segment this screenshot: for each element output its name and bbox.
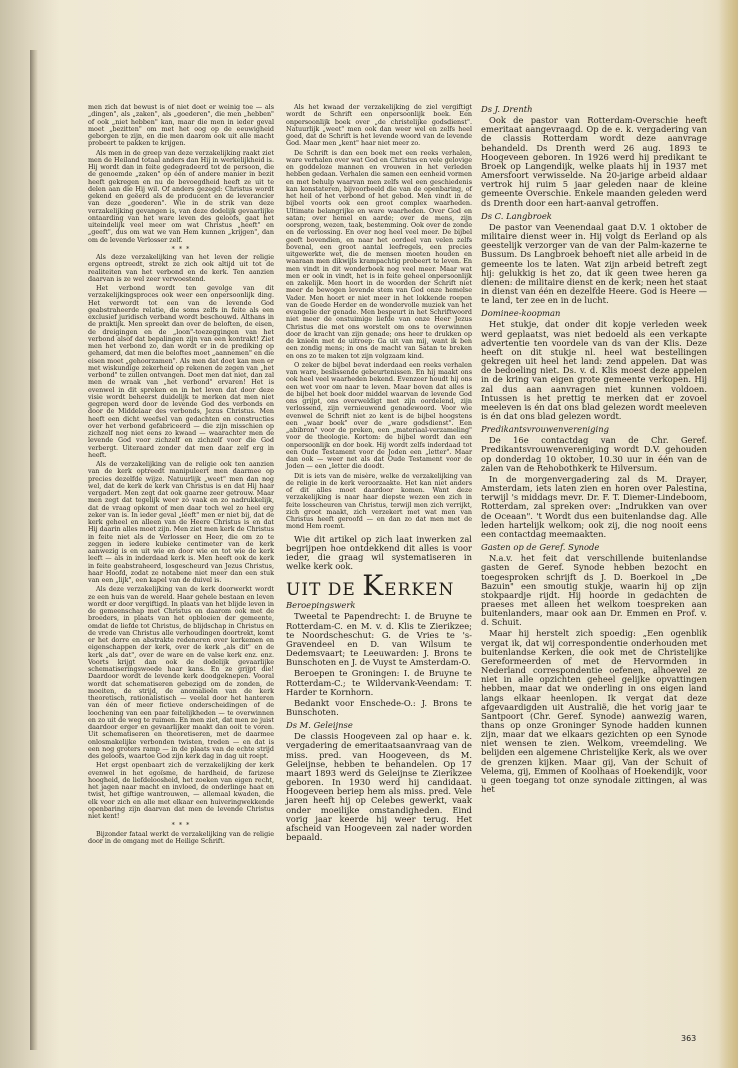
column-middle [286,104,472,844]
subheading: Dominee-koopman [481,308,561,319]
paragraph: De classis Hoogeveen zal op haar e. k. vergadering de emeritaatsaanvraag van de miss. pred. van Hoogeveen, ds M. Geleijnse, hebben te behandelen. Op 17 maart 1893 werd ds Geleijnse te Zierikzee geboren. In 1930 werd hij candidaat. Hoogeveen beriep hem als miss. pred. Vele jaren heeft hij op Celebes gewerkt, vaak onder moeilijke omstandigheden. Eind vorig jaar keerde hij weer terug. Het afscheid van Hoogeveen zal nader worden bepaald. [286,731,472,843]
section-heading-prefix: UIT DE [286,580,356,601]
section-heading [286,569,472,603]
paragraph: Beroepen te Groningen: I. de Bruyne te Rotterdam-C.; te Wildervank-Veendam: T. Harder te Kornhorn. [286,668,472,697]
paragraph: Bijzonder fataal werkt de verzakelijking van de religie door in de omgang met de Heilige Schrift. [88,829,274,845]
page-number: 363 [681,1034,697,1043]
column-middle-lower [286,535,472,843]
page-fold-shadow [30,50,38,1050]
column-right [481,101,707,796]
subheading: Ds C. Langbroek [481,210,552,221]
paragraph: Als de verzakelijking van de religie ook ten aanzien van de kerk optreedt manipuleert men daarmee op precies dezelfde wijze. Natuurlijk „weet" men dan nog wel, dat de kerk de kerk van Christus is en dat Hij haar vergadert. Men zegt dat ook gaarne zeer getrouw. Maar men zegt dat tegelijk weer zó vaak en zo nadrukkelijk, dat de vraag opkomt of men daar toch wel zo heel erg zeker van is. In ieder geval „léeft" men er niet bij, dat de kerk geheel en alleen van de Heere Christus is en dat Hij daarin alles moet zijn. Men ziet men kerk de Christus in feite niet als de Verlosser en Heer, die om zo te zeggen in iedere kubieke centimeter van de kerk aanwezig is en uit wie en door wie en tot wie de kerk leeft — als in inderdaad kerk is. Men heeft ook de kerk in feite geabstraheerd, losgescheurd van Jezus Christus, haar Hoofd, zodat ze notabene niet meer dan een stuk van een „lijk", een kapel van de duivel is. [88,460,274,584]
paragraph: Maar hij herstelt zich spoedig: „Een ogenblik vergat ik, dat wij correspondentie onderhouden met buitenlandse Kerken, die ook met de Christelijke Gereformeerden of met de Hervormden in Nederland correspondentie oefenen, alhoewel ze niet in alle opzichten geheel gelijke opvattingen hebben, maar dat we onderling in ons eigen land langs elkaar heenlopen. Ik vergat dat deze afgevaardigden uit Australië, die het vorig jaar te Santpoort (Chr. Geref. Synode) aanwezig waren, thans op onze Groninger Synode hadden kunnen zijn, maar dat we elkaars gezichten op een Synode niet wensen te zien. Welkom, vreemdeling. We belijden een algemene Christelijke Kerk, als we over de grenzen kijken. Maar gij, Van der Schuit of Velema, gij, Emmen of Koolhaas of Hoekendijk, voor u geen toegang tot onze synodale zittingen, al was het [481,628,707,795]
paragraph: Als het kwaad der verzakelijking de ziel vergiftigt wordt de Schrift een onpersoonlijk boek. Een onpersoonlijk boek over „de christelijke godsdienst". Natuurlijk „weet" men ook dan weer wel en zelfs heel goed, dat de Schrift is het levende woord van de levende God. Maar men „kent" haar niet meer zo. [286,103,472,148]
paragraph: Het ergst openbaart zich de verzakelijking der kerk evenwel in het egoïsme, de hardheid, de farizese hoogheid, de liefdeloosheid, het zoeken van eigen recht, het jagen naar macht en invloed, de onderlinge haat en twist, het giftige wantrouwen, — allemaal kwaden, die elk voor zich en alle met elkaar een huiveringwekkende openbaring zijn daarvan dat men de levende Christus niet kent! [88,761,274,820]
paragraph: De Schrift is dan een boek met een reeks verhalen, ware verhalen over wat God en Christus en vele gelovige en goddeloze mannen en vrouwen in het verleden hebben gedaan. Verhalen die samen een eenheid vormen en met behulp waarvan men zelfs wel een geschiedenis kan konstateren, bijvoorbeeld die van de openbaring, of het heil of het verbond of het gebod. Men vindt in de bijbel voorts ook een groot complex waarheden. Ultimate belangrijke en ware waarheden. Over God en satan; over hemel en aarde; over de mens, zijn oorsprong, wezen, taak, bestemming. Ook over de zonde en de verlossing. En over nog heel veel meer. De bijbel geeft bovendien, en naar het oordeel van velen zelfs bovenal, een groot aantal leefregels, een precies uitgewerkte wet, die de mensen moeten houden en waaraan men dikwijls krampachtig probeert te leven. En men vindt in dit wonderboek nog veel meer. Maar wat men er ook in vindt, het is in feite geheel onpersoonlijk en zakelijk. Men hoort in de woorden der Schrift niet meer de bewogen levende stem van God onze hemelse Vader. Men hoort er niet meer in het lokkende roepen van de Goede Herder en de wondervolle muziek van het evangelie der genade. Men bespeurt in het Schriftwoord niet meer de onstuimige liefde van onze Heer Jezus Christus die met ons worstelt om ons te overwinnen door de kracht van zijn genade; ons heer te drukken op de knieën met de uitroep: Ga uit van mij, want ik ben een zondig mens; in ons de macht van Satan te breken en ons zo te maken tot zijn volgzaam kind. [286,148,472,360]
paragraph: Ook de pastor van Rotterdam-Overschie heeft emeritaat aangevraagd. Op de e. k. vergadering van de classis Rotterdam wordt deze aanvrage behandeld. Ds Drenth werd 26 aug. 1893 te Hoogeveen geboren. In 1926 werd hij predikant te Broek op Langendijk, welke plaats hij in 1937 met Amersfoort verwisselde. Na 20-jarige arbeid aldaar vertrok hij ruim 5 jaar geleden naar de kleine gemeente Overschie. Enkele maanden geleden werd ds Drenth door een hart-aanval getroffen. [481,115,707,208]
paragraph: De 16e contactdag van de Chr. Geref. Predikantsvrouwenvereniging wordt D.V. gehouden op donderdag 10 oktober, 10.30 uur in één van de zalen van de Rehobothkerk te Hilversum. [481,435,707,473]
subheading: Predikantsvrouwenvereniging [481,424,609,435]
paragraph: Dit is iets van de misère, welke de verzakelijking van de religie in de kerk veroorzaakte. Het kan niet anders of dit alles moet daardoor komen. Want deze verzakelijking is naar haar diepste wezen een zich in feite losscheuren van Christus, terwijl men zich verrijkt, zich groot maakt, zich verzekert met wat men van Christus heeft geroofd — en dan zo dat men met de mond Hem roemt. [286,471,472,531]
paragraph: Als men in de greep van deze verzakelijking raakt ziet men de Heiland totaal anders dan Hij in werkelijkheid is. Hij wordt dan in feite gedegradeerd tot de persoon, die de genoemde „zaken" op één of andere manier in bezit heeft gekregen en nu de bevoegdheid heeft ze uit te delen aan die Hij wil. Of anders gezegd: Christus wordt gekend en geëerd als de producent en de leverancier van deze „goederen". Wie in de strik van deze verzakelijking gevangen is, van deze dodelijk gevaarlijke ontaarding van het ware leven des geloofs, gaat het uiteindelijk veel meer om wat Christus „heeft" en „geeft", dus om wat we van Hem kunnen „krijgen", dan om de levende Verlosser zelf. [88,148,274,244]
paragraph: Bedankt voor Enschede-O.: J. Brons te Bunschoten. [286,697,472,717]
paragraph: Als deze verzakelijking van de kerk doorwerkt wordt ze een huis van de wereld. Haar gehele bestaan en leven wordt er door vergiftigd. In plaats van het blijde leven in de gemeenschap met Christus en daarom ook met de broeders, in plaats van het opbloeien der gemeente, omdat de liefde tot Christus, de blijdschap in Christus en de vrede van Christus alle verhoudingen doortrekt, komt er het dorre en abstrakte redeneren over kerkemen en eigenschappen der kerk, over de kerk „als dit" en de kerk „als dat", over de ware en de valse kerk enz. enz. Voorts krijgt dan ook de dodelijk gevaarlijke schematiseringswoede haar kans. En ze grijpt die! Daardoor wordt de levende kerk doodgeknepen. Vooral wordt dat schematiseren gebezigd om de zonden, de moeiten, de strijd, de anomalieën van de kerk theoretisch, rationalistisch — veelal door het hanteren van één of meer fictieve onderscheidingen of de loochening van een paar feitelijkheden — te overwinnen en zo uit de weg te ruimen. En men ziet, dat men ze juist daardoor erger en gevaarlijker maakt dan ooit te voren. Uit schematiseren en theoretiseren, met de daarmee onlosmakelijke verbonden twisten, treden — en dat is een nog groters ramp — in de plaats van de echte strijd des geloofs, waartoe God zijn kerk dag in dag uit roept. [88,585,274,760]
page-edge [718,0,738,1068]
paragraph: Het stukje, dat onder dit kopje verleden week werd geplaatst, was niet bedoeld als een verkapte advertentie ten voordele van ds van der Klis. Deze heeft on dit stukje nl. heel wat bestellingen gekregen uit heel het land: zend appelen. Dat was de bedoeling niet. Ds. v. d. Klis moest deze appelen in de kring van eigen grote gemeente verkopen. Hij zal dus aan aanvragen niet kunnen voldoen. Intussen is het prettig te merken dat er zovoel meeleven is én dat ons blad gelezen wordt meeleven is én dat ons blad gelezen wordt. [481,319,707,421]
column-left [88,104,274,847]
closing-paragraph: Wie dit artikel op zich laat inwerken zal begrijpen hoe ontdekkend dit alles is voor ieder, die graag wil systematiseren in welke kerk ook. [286,533,472,571]
paragraph: Als deze verzakelijking van het leven der religie ergens optreedt, strekt ze zich ook altijd uit tot de realiteiten van het verbond en de kerk. Ten aanzien daarvan is ze wel zeer verwoestend. [88,253,274,283]
subheading: Gasten op de Geref. Synode [481,542,600,553]
paragraph: De pastor van Veenendaal gaat D.V. 1 oktober de militaire dienst weer in. Hij volgt ds Eerland op als geestelijk verzorger van de van der Palm-kazerne te Bussum. Ds Langbroek behoeft niet alle arbeid in de gemeente los te laten. Wat zijn arbeid betreft zegt hij: gelukkig is het zo, dat ik geen twee heren ga dienen: de militaire dienst en de kerk; neen het staat in dienst van één en dezelfde Heere. God is Heere — te land, ter zee en in de lucht. [481,221,707,306]
paragraph: O zeker de bijbel bevat inderdaad een reeks verhalen van ware, beslissende gebeurtenissen. En hij maakt ons ook heel veel waarheden bekend. Evenzeer houdt hij ons een wet voor om naar te leven. Maar boven dat alles is de bijbel het boek door middel waarvan de levende God ons grijpt, ons overweldigt met zijn oordelend, zijn verlossend, zijn vernieuwend genadewoord. Voor wie evenwel de Schrift niet zo kent is de bijbel hoogstens een „waar boek" over de „ware godsdienst". Een „abibron" voor de preken, een „materiaal-verzameling" voor de theologie. Kortom: de bijbel wordt dan een onpersoonlijk en dor boek. Hij wordt zelfs inderdaad tot een Oude Testament voor de Joden een „letter". Maar dan ook — weer net als dat Oude Testament voor de Joden — een „letter die doodt. [286,360,472,471]
section-heading-suffix: ERKEN [384,580,455,601]
paragraph: Het verbond wordt ten gevolge van dit verzakelijkingsproces ook weer een onpersoonlijk ding. Het verwordt tot een van de levende God geabstraheerde relatie, die soms zelfs in feite als een exclusief juridisch verband wordt beschouwd. Althans in de praktijk. Men spreekt dan over de beloften, de eisen, de dreigingen en de „loon"-toezeggingen van het verbond alsof dat bepalingen zijn van een kontrakt! Ziet men het verbond zo, dan wordt er in de prediking op gehamerd, dat men die beloftes moet „aannemen" en die eisen moet „gehoorzamen". Als men dat doet kan men er met wiskundige zekerheid op rekenen de zegen van „het verbond" te zullen ontvangen. Doet men dat niet, dan zal men de wraak van „het verbond" ervaren! Het is evenwel in dit spreken en in het leven dat door deze visie wordt beheerst duidelijk te merken dat men niet gegrepen werd door de levende God des verbonds en door de Middelaar des verbonds, Jezus Christus. Men heeft een dicht weefsel van gedachten en constructies over het verbond gefabriceerd — die zijn misschien op zichzelf nog niet eens zo kwaad — waarachter men de levende God voor zichzelf en zichzelf voor die God verbergt. Uiteraard zonder dat men daar zelf erg in heeft. [88,284,274,459]
separator-stars: * * * [171,244,191,253]
paragraph: Tweetal te Papendrecht: I. de Bruyne te Rotterdam-C. en M. v. d. Klis te Zierikzee; te Noordscheschut: G. de Vries te 's-Gravendeel en D. van Wilsum te Dedemsvaart; te Leeuwarden: J. Brons te Bunschoten en J. de Vuyst te Amsterdam-O. [286,611,472,668]
paragraph: N.a.v. het feit dat verschillende buitenlandse gasten de Geref. Synode hebben bezocht en toegesproken schrijft ds J. D. Boerkoel in „De Bazuin" een smoutig stukje, waarin hij op zijn stokpaardje rijdt. Hij hoorde in gedachten de praeses met alleen het welkom toespreken aan buitenlanders, maar ook aan Dr. Emmen en Prof. v. d. Schuit. [481,553,707,628]
subheading: Ds M. Geleijnse [286,720,353,731]
subheading: Beroepingswerk [286,600,356,611]
separator-stars: * * * [171,821,191,830]
section-heading-initial: K [362,569,385,603]
subheading: Ds J. Drenth [481,104,533,114]
paragraph: men zich dat bewust is of niet doet er weinig toe — als „dingen", als „zaken", als „goederen", die men „hebben" of ook „niet hebben" kan, maar die men in ieder geval moet „bezitten" om met het oog op de eeuwigheid geborgen te zijn, en die men daarom ook uit alle macht probeert te pakken te krijgen. [88,103,274,148]
paragraph: In de morgenvergadering zal ds M. Drayer, Amsterdam, iets laten zien en horen over Palestina, terwijl 's middags mevr. Dr. F. T. Diemer-Lindeboom, Rotterdam, zal spreken over: „Indrukken van over de Oceaan". 't Wordt dus een buitenlandse dag. Alle leden hartelijk welkom; ook zij, die nog nooit eens een contactdag meemaakten. [481,473,707,539]
